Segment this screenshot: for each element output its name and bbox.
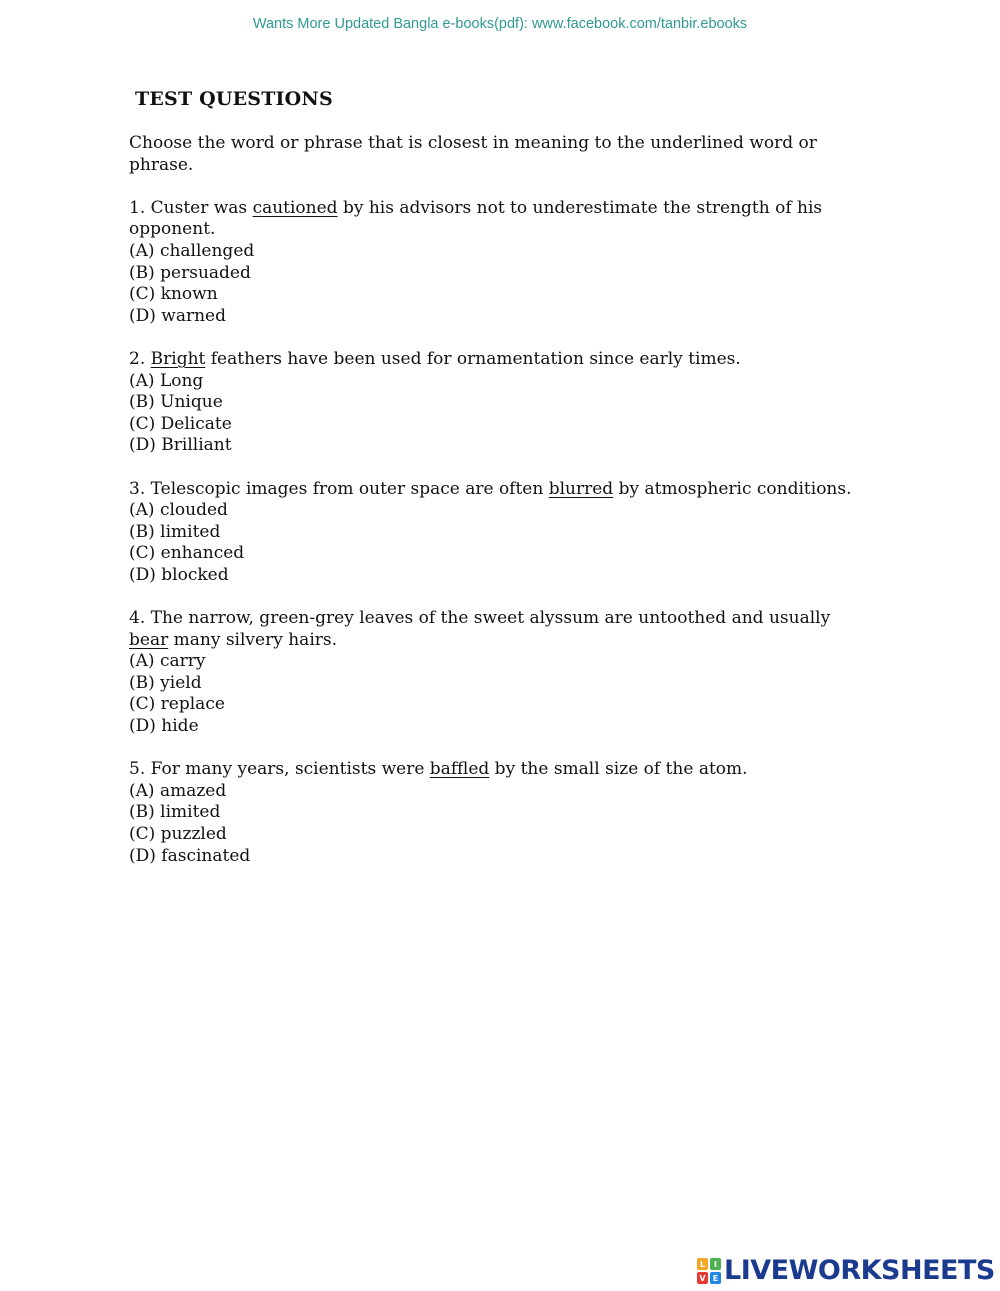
question-text	[129, 759, 869, 781]
question-number: 2.	[129, 348, 146, 369]
question-text	[129, 349, 869, 371]
question-text	[129, 479, 869, 501]
question-4	[129, 608, 869, 738]
answer-option[interactable]: (C) replace	[129, 694, 225, 715]
question-text-after: by his advisors not to underestimate the strength of his opponent.	[129, 197, 823, 240]
answer-option[interactable]: (B) persuaded	[129, 262, 251, 283]
question-text-before: Custer was	[150, 197, 253, 218]
answer-option[interactable]: (A) carry	[129, 651, 206, 672]
question-text-before: For many years, scientists were	[150, 759, 430, 780]
answer-option[interactable]: (D) warned	[129, 305, 227, 326]
question-number: 4.	[129, 608, 146, 629]
question-text-after: by the small size of the atom.	[489, 759, 748, 780]
question-5	[129, 759, 869, 867]
underlined-word: cautioned	[252, 197, 338, 218]
logo-mark-icon	[697, 1258, 721, 1284]
question-list	[129, 198, 869, 867]
question-text-before: Telescopic images from outer space are often	[150, 478, 549, 499]
logo-mark-cell: L	[697, 1258, 708, 1270]
question-number: 3.	[129, 478, 146, 499]
answer-option[interactable]: (A) amazed	[129, 780, 227, 801]
question-text-after: by atmospheric conditions.	[613, 478, 852, 499]
underlined-word: blurred	[548, 478, 614, 499]
answer-option[interactable]: (D) blocked	[129, 564, 229, 585]
question-text-after: many silvery hairs.	[168, 629, 338, 650]
answer-option[interactable]: (C) Delicate	[129, 413, 232, 434]
logo-mark-cell: I	[710, 1258, 721, 1270]
question-text	[129, 608, 869, 651]
question-text-before: The narrow, green-grey leaves of the sweet alyssum are untoothed and usually	[150, 608, 831, 629]
logo-mark-cell: E	[710, 1272, 721, 1284]
liveworksheets-logo	[697, 1257, 995, 1285]
answer-option[interactable]: (A) challenged	[129, 240, 255, 261]
page-title: TEST QUESTIONS	[135, 88, 333, 110]
question-1	[129, 198, 869, 328]
header-link[interactable]: Wants More Updated Bangla e-books(pdf): www.facebook.com/tanbir.ebooks	[252, 16, 748, 32]
answer-option[interactable]: (C) puzzled	[129, 824, 227, 844]
answer-option[interactable]: (B) Unique	[129, 392, 223, 413]
question-number: 1.	[129, 197, 146, 218]
question-2	[129, 349, 869, 457]
logo-mark-cell: V	[697, 1272, 708, 1284]
answer-option[interactable]: (A) clouded	[129, 500, 228, 521]
answer-option[interactable]: (D) hide	[129, 716, 199, 737]
answer-option[interactable]: (D) Brilliant	[129, 435, 232, 456]
question-3	[129, 479, 869, 587]
answer-option[interactable]: (C) enhanced	[129, 543, 245, 564]
underlined-word: Bright	[150, 348, 206, 369]
answer-option[interactable]: (A) Long	[129, 370, 204, 391]
instructions: Choose the word or phrase that is closest in meaning to the underlined word or phrase.	[129, 133, 817, 175]
worksheet-body	[129, 133, 869, 889]
answer-option[interactable]: (B) yield	[129, 672, 202, 693]
underlined-word: baffled	[429, 759, 490, 780]
logo-text: LIVEWORKSHEETS	[724, 1255, 995, 1286]
question-text	[129, 198, 869, 241]
question-text-after: feathers have been used for ornamentation since early times.	[205, 348, 741, 369]
answer-option[interactable]: (C) known	[129, 284, 218, 305]
underlined-word: bear	[129, 629, 169, 650]
answer-option[interactable]: (B) limited	[129, 521, 221, 542]
answer-option[interactable]: (B) limited	[129, 802, 221, 823]
answer-option[interactable]: (D) fascinated	[129, 845, 251, 866]
question-number: 5.	[129, 759, 146, 780]
